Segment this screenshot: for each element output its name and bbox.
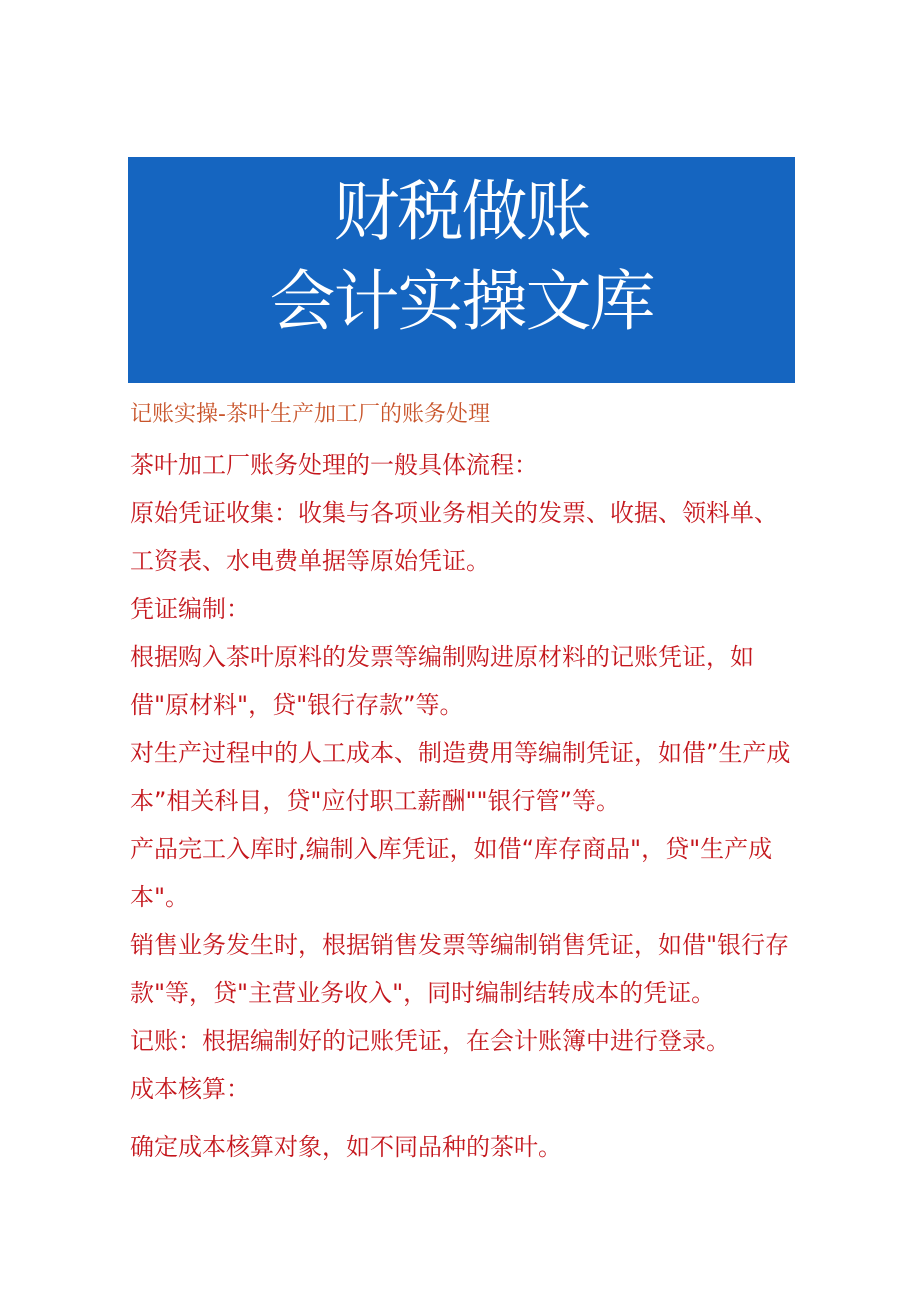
paragraph-1: 茶叶加工厂账务处理的一般具体流程： — [130, 451, 538, 479]
paragraph-2: 原始凭证收集：收集与各项业务相关的发票、收据、领料单、工资表、水电费单据等原始凭证。 — [130, 499, 778, 575]
paragraph-8: 记账：根据编制好的记账凭证，在会计账簿中进行登录。 — [130, 1027, 730, 1055]
paragraph-5: 对生产过程中的人工成本、制造费用等编制凭证，如借”生产成本”相关科目，贷"应付职工薪酬""银行管”等。 — [130, 739, 791, 815]
paragraph-9: 成本核算： — [130, 1075, 250, 1103]
paragraph-6: 产品完工入库时,编制入库凭证，如借“库存商品"，贷"生产成本"。 — [130, 835, 773, 911]
paragraph-10: 确定成本核算对象，如不同品种的茶叶。 — [130, 1133, 562, 1161]
paragraph-4: 根据购入茶叶原料的发票等编制购进原材料的记账凭证，如借"原材料"，贷"银行存款”等。 — [130, 643, 754, 719]
document-subtitle: 记账实操-茶叶生产加工厂的账务处理 — [130, 402, 490, 427]
paragraph-7: 销售业务发生时，根据销售发票等编制销售凭证，如借"银行存款"等，贷"主营业务收入"，同时编制结转成本的凭证。 — [130, 931, 790, 1007]
document-body — [130, 395, 800, 1171]
banner-title-line1: 财税做账 — [333, 173, 590, 250]
paragraph-3: 凭证编制： — [130, 595, 250, 623]
banner-title-line2: 会计实操文库 — [269, 263, 654, 340]
